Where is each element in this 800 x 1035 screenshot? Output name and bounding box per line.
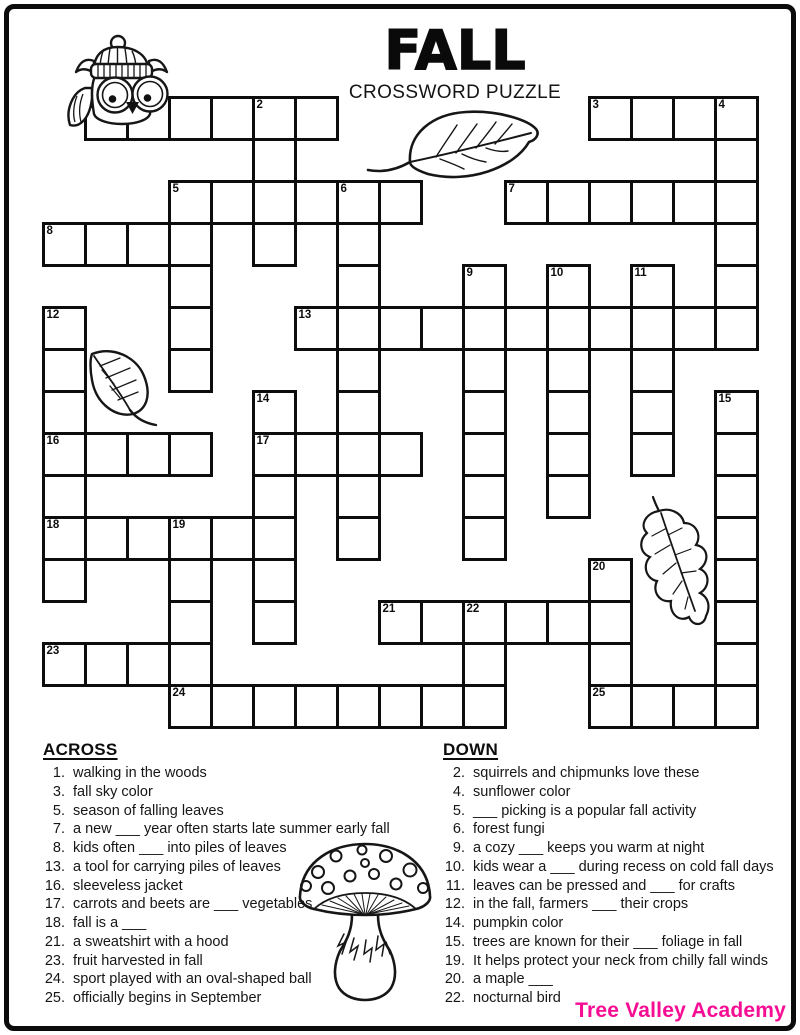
grid-cell[interactable] — [294, 432, 339, 477]
grid-cell[interactable] — [168, 558, 213, 603]
grid-cell[interactable] — [252, 180, 297, 225]
clue-text: in the fall, farmers ___ their crops — [473, 896, 689, 913]
clue-item — [40, 858, 432, 877]
cell-number: 25 — [592, 687, 606, 699]
grid-cell[interactable] — [546, 600, 591, 645]
cell-number: 14 — [256, 393, 270, 405]
grid-cell[interactable] — [714, 558, 759, 603]
cell-number: 24 — [172, 687, 186, 699]
grid-cell[interactable] — [210, 96, 255, 141]
clue-text: a cozy ___ keeps you warm at night — [473, 840, 705, 856]
cell-number: 23 — [46, 645, 60, 657]
clue-number: 18. — [44, 915, 65, 931]
clue-item — [440, 952, 792, 971]
owl-icon — [60, 28, 175, 128]
grid-cell[interactable] — [714, 642, 759, 687]
grid-cell[interactable] — [168, 432, 213, 477]
clue-text: sleeveless jacket — [73, 877, 183, 894]
clue-item — [440, 839, 792, 858]
clue-text: a sweatshirt with a hood — [73, 933, 229, 950]
cell-number: 12 — [46, 309, 60, 321]
grid-cell[interactable] — [42, 348, 87, 393]
down-list — [440, 764, 792, 1008]
clue-number: 5. — [452, 802, 465, 819]
clue-item — [440, 858, 792, 877]
grid-cell[interactable] — [546, 306, 591, 351]
clue-item — [440, 895, 792, 914]
grid-cell[interactable] — [126, 432, 171, 477]
clue-number: 5. — [52, 802, 65, 819]
clue-text: fall is a ___ — [73, 915, 147, 931]
grid-cell[interactable] — [504, 600, 549, 645]
grid-cell[interactable] — [630, 432, 675, 477]
down-heading: DOWN — [443, 740, 499, 759]
clue-item — [440, 914, 792, 933]
clue-text: fall sky color — [73, 783, 153, 800]
grid-cell[interactable] — [126, 642, 171, 687]
cell-number: 8 — [46, 225, 53, 237]
grid-cell[interactable] — [378, 684, 423, 729]
clue-item — [440, 820, 792, 839]
grid-cell[interactable] — [462, 306, 507, 351]
grid-cell[interactable] — [168, 264, 213, 309]
grid-cell[interactable] — [714, 180, 759, 225]
grid-cell[interactable] — [378, 180, 423, 225]
clue-number: 12. — [444, 896, 465, 913]
clue-number: 23. — [44, 952, 65, 969]
grid-cell[interactable] — [714, 600, 759, 645]
clue-number: 24. — [44, 971, 65, 988]
grid-cell[interactable] — [504, 306, 549, 351]
grid-cell[interactable] — [84, 222, 129, 267]
grid-cell[interactable] — [210, 516, 255, 561]
grid-cell[interactable] — [588, 306, 633, 351]
cell-number: 11 — [634, 267, 647, 279]
cell-number: 4 — [718, 99, 725, 111]
grid-cell[interactable] — [336, 306, 381, 351]
grid-cell[interactable] — [42, 558, 87, 603]
cell-number: 9 — [466, 267, 473, 279]
clue-text: walking in the woods — [73, 765, 207, 781]
grid-cell[interactable] — [462, 348, 507, 393]
grid-cell[interactable] — [714, 684, 759, 729]
clue-text: forest fungi — [473, 821, 545, 838]
clue-text: sport played with an oval-shaped ball — [73, 971, 312, 988]
clue-item — [40, 933, 432, 952]
grid-cell[interactable] — [714, 222, 759, 267]
clue-item — [40, 877, 432, 896]
clue-item — [440, 783, 792, 802]
clue-number: 25. — [44, 990, 65, 1006]
clue-text: ___ picking is a popular fall activity — [473, 802, 697, 819]
grid-cell[interactable] — [336, 390, 381, 435]
cell-number: 17 — [256, 435, 270, 447]
grid-cell[interactable] — [588, 642, 633, 687]
cell-number: 13 — [298, 309, 312, 321]
grid-cell[interactable] — [210, 684, 255, 729]
grid-cell[interactable] — [588, 600, 633, 645]
grid-cell[interactable] — [714, 264, 759, 309]
grid-cell[interactable] — [336, 432, 381, 477]
clue-number: 2. — [452, 765, 465, 781]
grid-cell[interactable] — [630, 180, 675, 225]
grid-cell[interactable] — [630, 684, 675, 729]
grid-cell[interactable] — [546, 348, 591, 393]
grid-cell[interactable] — [462, 474, 507, 519]
grid-cell[interactable] — [714, 474, 759, 519]
down-clues-section — [440, 740, 792, 1008]
grid-cell[interactable] — [588, 180, 633, 225]
clue-item — [40, 989, 432, 1008]
cell-number: 7 — [508, 183, 515, 195]
clue-item — [40, 839, 432, 858]
grid-cell[interactable] — [462, 642, 507, 687]
grid-cell[interactable] — [252, 600, 297, 645]
clue-text: officially begins in September — [73, 990, 262, 1006]
cell-number: 15 — [718, 393, 732, 405]
grid-cell[interactable] — [378, 306, 423, 351]
grid-cell[interactable] — [168, 600, 213, 645]
crossword-grid — [43, 97, 757, 727]
clue-number: 7. — [52, 821, 65, 838]
clue-text: squirrels and chipmunks love these — [473, 765, 700, 781]
grid-cell[interactable] — [84, 516, 129, 561]
grid-cell[interactable] — [630, 348, 675, 393]
grid-cell[interactable] — [672, 96, 717, 141]
grid-cell[interactable] — [252, 684, 297, 729]
grid-cell[interactable] — [294, 180, 339, 225]
cell-number: 10 — [550, 267, 564, 279]
clue-item — [40, 914, 432, 933]
grid-cell[interactable] — [378, 432, 423, 477]
clue-number: 1. — [52, 765, 65, 781]
grid-cell[interactable] — [168, 306, 213, 351]
cell-number: 16 — [46, 435, 60, 447]
grid-cell[interactable] — [714, 516, 759, 561]
page-subtitle: CROSSWORD PUZZLE — [348, 82, 562, 103]
clue-number: 6. — [452, 821, 465, 838]
clue-number: 14. — [444, 915, 465, 931]
clue-item — [40, 895, 432, 914]
clue-item — [440, 802, 792, 821]
clue-item — [40, 802, 432, 821]
grid-cell[interactable] — [336, 348, 381, 393]
clue-number: 3. — [52, 783, 65, 800]
grid-cell[interactable] — [252, 474, 297, 519]
clue-item — [40, 820, 432, 839]
cell-number: 22 — [466, 603, 480, 615]
grid-cell[interactable] — [42, 390, 87, 435]
grid-cell[interactable] — [126, 222, 171, 267]
clue-number: 10. — [444, 858, 465, 875]
grid-cell[interactable] — [84, 432, 129, 477]
clue-number: 11. — [445, 877, 465, 894]
clue-number: 4. — [452, 783, 465, 800]
clue-number: 15. — [444, 933, 465, 950]
grid-cell[interactable] — [420, 684, 465, 729]
grid-cell[interactable] — [42, 474, 87, 519]
grid-cell[interactable] — [462, 432, 507, 477]
grid-cell[interactable] — [168, 348, 213, 393]
clue-text: It helps protect your neck from chilly fall winds — [473, 952, 768, 969]
clue-text: a new ___ year often starts late summer early fall — [73, 821, 390, 838]
cell-number: 6 — [340, 183, 347, 195]
grid-cell[interactable] — [252, 138, 297, 183]
clue-number: 22. — [444, 990, 465, 1006]
clue-text: leaves can be pressed and ___ for crafts — [473, 877, 735, 894]
clue-number: 13. — [44, 858, 65, 875]
grid-cell[interactable] — [714, 432, 759, 477]
page-title: FALL — [384, 19, 526, 82]
grid-cell[interactable] — [546, 474, 591, 519]
cell-number: 20 — [592, 561, 606, 573]
grid-cell[interactable] — [168, 642, 213, 687]
grid-cell[interactable] — [462, 516, 507, 561]
cell-number: 3 — [592, 99, 599, 111]
clue-item — [40, 783, 432, 802]
across-clues-section — [40, 740, 432, 1008]
grid-cell[interactable] — [630, 96, 675, 141]
grid-cell[interactable] — [294, 684, 339, 729]
grid-cell[interactable] — [672, 306, 717, 351]
grid-cell[interactable] — [336, 684, 381, 729]
clue-number: 9. — [452, 840, 465, 856]
cell-number: 19 — [172, 519, 186, 531]
grid-cell[interactable] — [546, 390, 591, 435]
across-heading: ACROSS — [43, 740, 118, 759]
grid-cell[interactable] — [546, 180, 591, 225]
clue-item — [40, 764, 432, 783]
clue-number: 21. — [44, 933, 65, 950]
grid-cell[interactable] — [714, 306, 759, 351]
clue-number: 16. — [44, 877, 65, 894]
grid-cell[interactable] — [336, 474, 381, 519]
clue-number: 17. — [44, 896, 65, 913]
grid-cell[interactable] — [630, 306, 675, 351]
clue-text: kids wear a ___ during recess on cold fall days — [473, 858, 774, 875]
clue-item — [440, 933, 792, 952]
title-block — [305, 19, 605, 104]
clue-number: 19. — [444, 952, 465, 969]
grid-cell[interactable] — [336, 222, 381, 267]
cell-number: 2 — [256, 99, 263, 111]
grid-cell[interactable] — [252, 222, 297, 267]
grid-cell[interactable] — [630, 390, 675, 435]
cell-number: 5 — [172, 183, 179, 195]
clue-text: season of falling leaves — [73, 802, 224, 819]
clue-item — [440, 877, 792, 896]
cell-number: 18 — [46, 519, 60, 531]
grid-cell[interactable] — [672, 180, 717, 225]
grid-cell[interactable] — [714, 138, 759, 183]
grid-cell[interactable] — [252, 516, 297, 561]
clue-text: nocturnal bird — [473, 990, 561, 1006]
cell-number: 21 — [382, 603, 396, 615]
grid-cell[interactable] — [168, 222, 213, 267]
clue-text: carrots and beets are ___ vegetables — [73, 896, 313, 913]
clue-text: fruit harvested in fall — [73, 952, 203, 969]
brand-credit: Tree Valley Academy — [575, 999, 786, 1022]
grid-cell[interactable] — [252, 558, 297, 603]
clue-number: 8. — [52, 840, 65, 856]
clue-text: sunflower color — [473, 783, 571, 800]
clue-item — [40, 952, 432, 971]
clue-text: trees are known for their ___ foliage in fall — [473, 933, 743, 950]
clue-number: 20. — [444, 971, 465, 988]
clue-item — [440, 764, 792, 783]
clue-text: a maple ___ — [473, 971, 553, 988]
grid-cell[interactable] — [294, 96, 339, 141]
clue-text: kids often ___ into piles of leaves — [73, 840, 287, 856]
clue-text: pumpkin color — [473, 915, 564, 931]
grid-cell[interactable] — [84, 642, 129, 687]
grid-cell[interactable] — [210, 180, 255, 225]
grid-cell[interactable] — [546, 432, 591, 477]
grid-cell[interactable] — [462, 684, 507, 729]
grid-cell[interactable] — [672, 684, 717, 729]
clue-text: a tool for carrying piles of leaves — [73, 858, 281, 875]
grid-cell[interactable] — [126, 516, 171, 561]
clue-item — [440, 970, 792, 989]
grid-cell[interactable] — [420, 600, 465, 645]
grid-cell[interactable] — [336, 516, 381, 561]
grid-cell[interactable] — [420, 306, 465, 351]
clue-item — [40, 970, 432, 989]
across-list — [40, 764, 432, 1008]
grid-cell[interactable] — [462, 390, 507, 435]
grid-cell[interactable] — [336, 264, 381, 309]
